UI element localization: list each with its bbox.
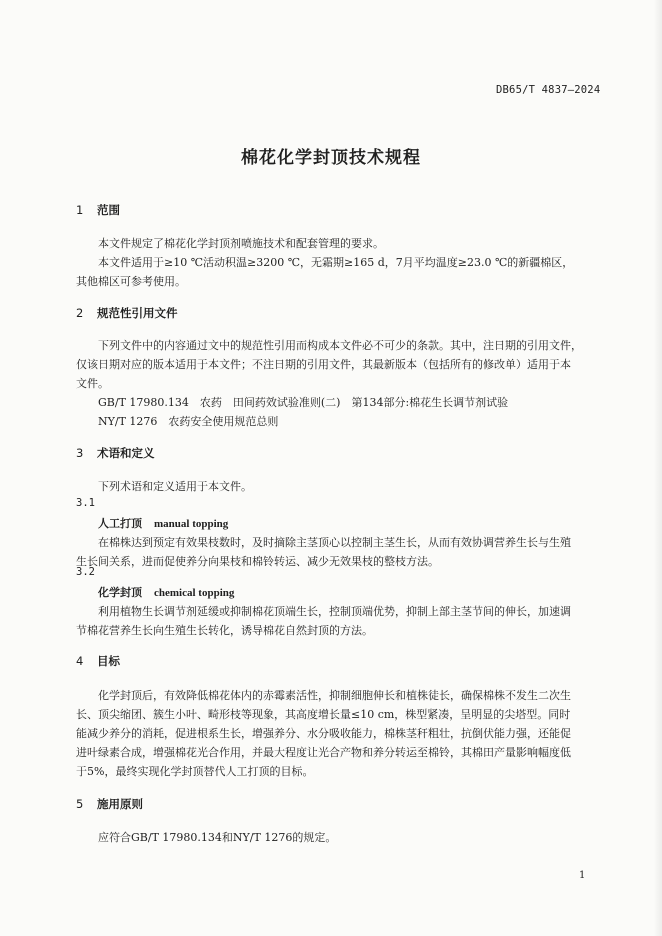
- term-3-2-definition-line-2: 节棉花营养生长向生殖生长转化，诱导棉花自然封顶的方法。: [76, 624, 373, 637]
- reference-gbt-17980: GB/T 17980.134 农药 田间药效试验准则(二) 第134部分:棉花生长调节剂试验: [98, 396, 509, 409]
- references-paragraph-line-1: 下列文件中的内容通过文中的规范性引用而构成本文件必不可少的条款。其中，注日期的引用文件，: [98, 339, 582, 352]
- term-3-2-definition-line-1: 利用植物生长调节剂延缓或抑制棉花顶端生长，控制顶端优势，抑制上部主茎节间的伸长，加速调: [98, 605, 571, 618]
- section-title: 范围: [97, 203, 120, 217]
- scope-paragraph-1: 本文件规定了棉花化学封顶剂喷施技术和配套管理的要求。: [98, 237, 384, 250]
- term-chemical-topping: [98, 584, 234, 600]
- section-number: 2: [76, 306, 84, 320]
- term-3-1-definition-line-1: 在棉株达到预定有效果枝数时，及时摘除主茎顶心以控制主茎生长，从而有效协调营养生长与生殖: [98, 536, 571, 549]
- section-5-heading: [76, 796, 143, 812]
- goal-paragraph-line-3: 能减少养分的消耗，促进根系生长，增强养分、水分吸收能力，棉株茎秆粗壮，抗倒伏能力强，还能促: [76, 727, 571, 740]
- document-title: 棉花化学封顶技术规程: [241, 148, 421, 168]
- scope-paragraph-2-line-1: 本文件适用于≥10 ℃活动积温≥3200 ℃，无霜期≥165 d，7月平均温度≥23.0 ℃的新疆棉区，: [98, 256, 574, 269]
- section-number: 5: [76, 797, 84, 811]
- term-3-1-definition-line-2: 生长间关系，进而促使养分向果枝和棉铃转运、减少无效果枝的整枝方法。: [76, 555, 439, 568]
- term-3-2-number: 3.2: [76, 566, 95, 578]
- principle-paragraph: 应符合GB/T 17980.134和NY/T 1276的规定。: [98, 831, 337, 844]
- page-edge-shadow: [654, 0, 662, 936]
- term-manual-topping: [98, 515, 228, 531]
- section-number: 4: [76, 654, 84, 668]
- section-number: 1: [76, 203, 84, 217]
- reference-nyt-1276: NY/T 1276 农药安全使用规范总则: [98, 415, 279, 428]
- page-number: 1: [579, 870, 586, 881]
- references-paragraph-line-3: 文件。: [76, 377, 109, 390]
- term-chinese: 人工打顶: [98, 517, 142, 530]
- section-1-heading: [76, 202, 120, 218]
- goal-paragraph-line-5: 于5%，最终实现化学封顶替代人工打顶的目标。: [76, 765, 314, 778]
- references-paragraph-line-2: 仅该日期对应的版本适用于本文件；不注日期的引用文件，其最新版本（包括所有的修改单）适用于本: [76, 358, 571, 371]
- section-title: 施用原则: [97, 797, 143, 811]
- section-title: 目标: [97, 654, 120, 668]
- goal-paragraph-line-1: 化学封顶后，有效降低棉花体内的赤霉素活性，抑制细胞伸长和植株徒长，确保棉株不发生二次生: [98, 689, 571, 702]
- section-4-heading: [76, 653, 120, 669]
- goal-paragraph-line-2: 长、顶尖缩团、簇生小叶、畸形枝等现象，其高度增长量≤10 cm，株型紧凑，呈明显的尖塔型。同时: [76, 708, 571, 721]
- document-code: DB65/T 4837—2024: [496, 84, 601, 96]
- section-3-heading: [76, 445, 155, 461]
- section-title: 规范性引用文件: [97, 306, 178, 320]
- terms-intro: 下列术语和定义适用于本文件。: [98, 480, 252, 493]
- section-title: 术语和定义: [97, 446, 155, 460]
- term-chinese: 化学封顶: [98, 586, 142, 599]
- term-english: manual topping: [154, 518, 229, 530]
- term-3-1-number: 3.1: [76, 497, 95, 509]
- term-english: chemical topping: [154, 587, 235, 599]
- section-number: 3: [76, 446, 84, 460]
- section-2-heading: [76, 305, 178, 321]
- scope-paragraph-2-line-2: 其他棉区可参考使用。: [76, 275, 186, 288]
- goal-paragraph-line-4: 进叶绿素合成，增强棉花光合作用，并最大程度让光合产物和养分转运至棉铃，其棉田产量影响幅度低: [76, 746, 571, 759]
